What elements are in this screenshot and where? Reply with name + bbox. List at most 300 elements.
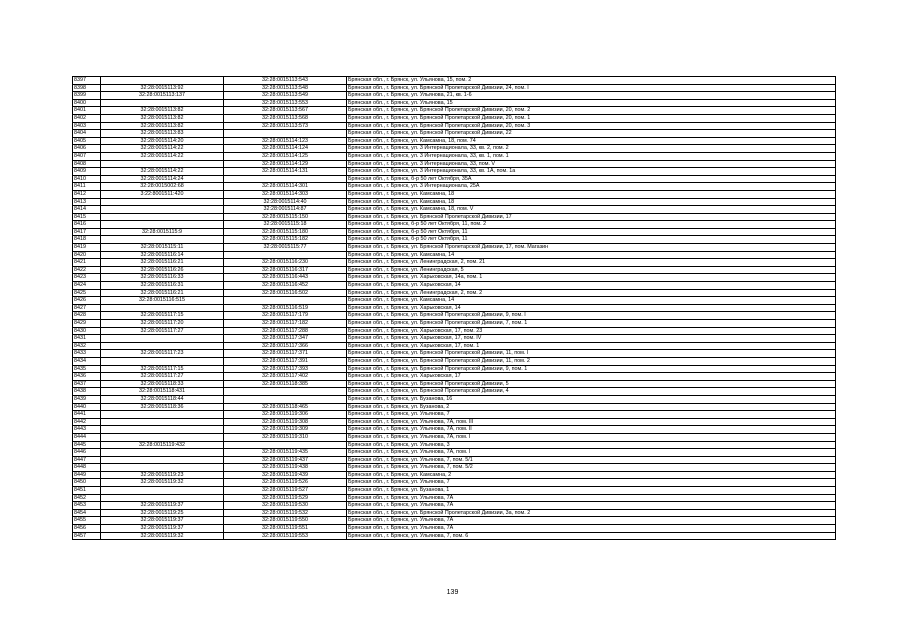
cadastral-number-cell: 32:28:0015119:527 xyxy=(224,487,347,495)
table-row xyxy=(73,373,836,381)
row-number-cell: 8451 xyxy=(73,487,101,495)
table-row xyxy=(73,365,836,373)
row-number-cell: 8428 xyxy=(73,312,101,320)
address-cell: Брянская обл., г. Брянск, ул. Ульянова, 21, кв. 1-6 xyxy=(347,92,836,100)
table-row xyxy=(73,137,836,145)
cadastral-number-cell: 32:28:0015115:150 xyxy=(224,213,347,221)
row-number-cell: 8449 xyxy=(73,471,101,479)
table-row xyxy=(73,342,836,350)
old-cadastral-number-cell: 32:28:0015117:27 xyxy=(101,327,224,335)
table-row xyxy=(73,236,836,244)
cadastral-number-cell: 32:28:0015116:519 xyxy=(224,304,347,312)
old-cadastral-number-cell: 32:28:0015119:37 xyxy=(101,525,224,533)
row-number-cell: 8437 xyxy=(73,380,101,388)
table-row xyxy=(73,411,836,419)
old-cadastral-number-cell: 32:28:0015118:33 xyxy=(101,380,224,388)
cadastral-number-cell xyxy=(224,251,347,259)
row-number-cell: 8420 xyxy=(73,251,101,259)
row-number-cell: 8404 xyxy=(73,130,101,138)
old-cadastral-number-cell: 32:28:0015118:44 xyxy=(101,395,224,403)
old-cadastral-number-cell: 32:28:0015119:432 xyxy=(101,441,224,449)
table-row xyxy=(73,114,836,122)
table-row xyxy=(73,190,836,198)
cadastral-number-cell: 32:28:0015114:87 xyxy=(224,206,347,214)
old-cadastral-number-cell xyxy=(101,213,224,221)
old-cadastral-number-cell xyxy=(101,456,224,464)
address-cell: Брянская обл., г. Брянск, ул. Камсамна, 18, пом. 74 xyxy=(347,137,836,145)
address-cell: Брянская обл., г. Брянск, б-р 50 лет Октября, 11, пом. 2 xyxy=(347,221,836,229)
address-cell: Брянская обл., г. Брянск, ул. Харьковская, 17, пом. 23 xyxy=(347,327,836,335)
row-number-cell: 8419 xyxy=(73,244,101,252)
old-cadastral-number-cell: 32:28:0015118:431 xyxy=(101,388,224,396)
address-cell: Брянская обл., г. Брянск, ул. Брянской Пролетарской Дивизии, 5 xyxy=(347,380,836,388)
cadastral-number-cell: 32:28:0015114:40 xyxy=(224,198,347,206)
table-row xyxy=(73,487,836,495)
old-cadastral-number-cell: 32:28:0015117:27 xyxy=(101,373,224,381)
table-row xyxy=(73,289,836,297)
cadastral-number-cell: 32:28:0015116:443 xyxy=(224,274,347,282)
address-cell: Брянская обл., г. Брянск, ул. Харьковская, 14 xyxy=(347,304,836,312)
cadastral-number-cell: 32:28:0015118:465 xyxy=(224,403,347,411)
table-row xyxy=(73,357,836,365)
cadastral-number-cell: 32:28:0015113:553 xyxy=(224,99,347,107)
cadastral-number-cell: 32:28:0015117:179 xyxy=(224,312,347,320)
old-cadastral-number-cell: 3:22:8001511:420 xyxy=(101,190,224,198)
row-number-cell: 8424 xyxy=(73,282,101,290)
row-number-cell: 8438 xyxy=(73,388,101,396)
table-row xyxy=(73,251,836,259)
page-number: 139 xyxy=(446,589,459,596)
cadastral-number-cell: 32:28:0015117:347 xyxy=(224,335,347,343)
address-cell: Брянская обл., г. Брянск, ул. Ульянова, 7 xyxy=(347,479,836,487)
table-row xyxy=(73,304,836,312)
cadastral-number-cell: 32:28:0015113:568 xyxy=(224,114,347,122)
table-row xyxy=(73,517,836,525)
cadastral-number-cell: 32:28:0015119:532 xyxy=(224,509,347,517)
old-cadastral-number-cell: 32:28:0015114:24 xyxy=(101,175,224,183)
address-cell: Брянская обл., г. Брянск, ул. Ульянова, 7А xyxy=(347,502,836,510)
table-row xyxy=(73,198,836,206)
cadastral-number-cell: 32:28:0015117:366 xyxy=(224,342,347,350)
row-number-cell: 8417 xyxy=(73,228,101,236)
table-row xyxy=(73,160,836,168)
table-row xyxy=(73,213,836,221)
old-cadastral-number-cell: 32:28:0015116:33 xyxy=(101,274,224,282)
address-cell: Брянская обл., г. Брянск, ул. Ульянова, 7А, пом. I xyxy=(347,449,836,457)
row-number-cell: 8443 xyxy=(73,426,101,434)
old-cadastral-number-cell: 32:28:0015113:82 xyxy=(101,107,224,115)
old-cadastral-number-cell: 32:28:0015113:83 xyxy=(101,130,224,138)
old-cadastral-number-cell: 32:28:0015113:82 xyxy=(101,122,224,130)
cadastral-number-cell xyxy=(224,388,347,396)
cadastral-table-body xyxy=(73,77,836,540)
old-cadastral-number-cell: 32:28:0015119:32 xyxy=(101,532,224,540)
table-row xyxy=(73,380,836,388)
table-row xyxy=(73,168,836,176)
table-row xyxy=(73,509,836,517)
cadastral-number-cell: 32:28:0015114:123 xyxy=(224,137,347,145)
old-cadastral-number-cell: 32:28:0015119:32 xyxy=(101,479,224,487)
address-cell: Брянская обл., г. Брянск, ул. Камсамна, 14 xyxy=(347,297,836,305)
row-number-cell: 8440 xyxy=(73,403,101,411)
row-number-cell: 8413 xyxy=(73,198,101,206)
row-number-cell: 8430 xyxy=(73,327,101,335)
address-cell: Брянская обл., г. Брянск, ул. Ульянова, 3 xyxy=(347,441,836,449)
address-cell: Брянская обл., г. Брянск, ул. Ульянова, 7А xyxy=(347,525,836,533)
row-number-cell: 8432 xyxy=(73,342,101,350)
table-row xyxy=(73,99,836,107)
address-cell: Брянская обл., г. Брянск, ул. Брянской Пролетарской Дивизии, 17, пом. Магазин xyxy=(347,244,836,252)
old-cadastral-number-cell: 32:28:0015116:31 xyxy=(101,282,224,290)
old-cadastral-number-cell: 32:28:0015114:22 xyxy=(101,145,224,153)
old-cadastral-number-cell xyxy=(101,221,224,229)
row-number-cell: 8425 xyxy=(73,289,101,297)
cadastral-number-cell: 32:28:0015115:77 xyxy=(224,244,347,252)
address-cell: Брянская обл., г. Брянск, ул. Харьковская, 17 xyxy=(347,373,836,381)
old-cadastral-number-cell: 32:28:0015116:26 xyxy=(101,266,224,274)
address-cell: Брянская обл., г. Брянск, ул. 3 Интернационала, 33, кв. 1А, пом. 1а xyxy=(347,168,836,176)
address-cell: Брянская обл., г. Брянск, ул. Ульянова, 7 xyxy=(347,411,836,419)
address-cell: Брянская обл., г. Брянск, ул. Ульянова, 7А, пом. III xyxy=(347,418,836,426)
cadastral-number-cell: 32:28:0015119:551 xyxy=(224,525,347,533)
cadastral-number-cell: 32:28:0015118:385 xyxy=(224,380,347,388)
address-cell: Брянская обл., г. Брянск, б-р 50 лет Октября, 35А xyxy=(347,175,836,183)
old-cadastral-number-cell xyxy=(101,357,224,365)
cadastral-number-cell: 32:28:0015117:371 xyxy=(224,350,347,358)
row-number-cell: 8448 xyxy=(73,464,101,472)
cadastral-number-cell: 32:28:0015119:439 xyxy=(224,471,347,479)
row-number-cell: 8407 xyxy=(73,152,101,160)
address-cell: Брянская обл., г. Брянск, ул. Харьковская, 17, пом. 1 xyxy=(347,342,836,350)
table-row xyxy=(73,320,836,328)
row-number-cell: 8442 xyxy=(73,418,101,426)
table-row xyxy=(73,297,836,305)
table-row xyxy=(73,107,836,115)
address-cell: Брянская обл., г. Брянск, ул. Камсамна, 18, пом. V xyxy=(347,206,836,214)
row-number-cell: 8454 xyxy=(73,509,101,517)
cadastral-number-cell: 32:28:0015119:550 xyxy=(224,517,347,525)
old-cadastral-number-cell: 32:28:0015117:20 xyxy=(101,320,224,328)
row-number-cell: 8435 xyxy=(73,365,101,373)
old-cadastral-number-cell xyxy=(101,77,224,85)
row-number-cell: 8403 xyxy=(73,122,101,130)
cadastral-number-cell: 32:28:0015115:180 xyxy=(224,228,347,236)
address-cell: Брянская обл., г. Брянск, б-р 50 лет Октября, 11 xyxy=(347,236,836,244)
old-cadastral-number-cell: 32:28:0015114:20 xyxy=(101,137,224,145)
row-number-cell: 8447 xyxy=(73,456,101,464)
table-row xyxy=(73,335,836,343)
cadastral-number-cell: 32:28:0015116:317 xyxy=(224,266,347,274)
address-cell: Брянская обл., г. Брянск, ул. Ульянова, 7А, пом. II xyxy=(347,426,836,434)
cadastral-number-cell: 32:28:0015117:288 xyxy=(224,327,347,335)
row-number-cell: 8452 xyxy=(73,494,101,502)
cadastral-number-cell: 32:28:0015119:310 xyxy=(224,433,347,441)
cadastral-number-cell xyxy=(224,130,347,138)
address-cell: Брянская обл., г. Брянск, ул. Ульянова, 7, пом. 6 xyxy=(347,532,836,540)
address-cell: Брянская обл., г. Брянск, ул. Брянской Пролетарской Дивизии, 11, пом. I xyxy=(347,350,836,358)
table-row xyxy=(73,433,836,441)
row-number-cell: 8446 xyxy=(73,449,101,457)
row-number-cell: 8445 xyxy=(73,441,101,449)
table-row xyxy=(73,418,836,426)
old-cadastral-number-cell xyxy=(101,236,224,244)
cadastral-number-cell: 32:28:0015119:438 xyxy=(224,464,347,472)
old-cadastral-number-cell xyxy=(101,206,224,214)
old-cadastral-number-cell xyxy=(101,426,224,434)
old-cadastral-number-cell xyxy=(101,304,224,312)
row-number-cell: 8406 xyxy=(73,145,101,153)
table-row xyxy=(73,502,836,510)
address-cell: Брянская обл., г. Брянск, ул. Ленинградская, 2, пом. 2 xyxy=(347,289,836,297)
table-row xyxy=(73,221,836,229)
row-number-cell: 8398 xyxy=(73,84,101,92)
address-cell: Брянская обл., г. Брянск, ул. Ульянова, 15, пом. 2 xyxy=(347,77,836,85)
old-cadastral-number-cell xyxy=(101,464,224,472)
address-cell: Брянская обл., г. Брянск, ул. Брянской Пролетарской Дивизии, 20, пом. 3 xyxy=(347,122,836,130)
old-cadastral-number-cell: 32:28:0015118:36 xyxy=(101,403,224,411)
old-cadastral-number-cell: 32:28:0015114:22 xyxy=(101,152,224,160)
old-cadastral-number-cell: 32:28:0015113:82 xyxy=(101,114,224,122)
old-cadastral-number-cell: 32:28:0015115:11 xyxy=(101,244,224,252)
cadastral-number-cell: 32:28:0015119:437 xyxy=(224,456,347,464)
row-number-cell: 8410 xyxy=(73,175,101,183)
old-cadastral-number-cell: 32:28:0015119:37 xyxy=(101,517,224,525)
address-cell: Брянская обл., г. Брянск, ул. Харьковская, 17, пом. IV xyxy=(347,335,836,343)
old-cadastral-number-cell: 32:28:0015116:21 xyxy=(101,289,224,297)
address-cell: Брянская обл., г. Брянск, ул. 3 Интернационала, 25А xyxy=(347,183,836,191)
row-number-cell: 8402 xyxy=(73,114,101,122)
cadastral-number-cell: 32:28:0015119:553 xyxy=(224,532,347,540)
table-row xyxy=(73,479,836,487)
address-cell: Брянская обл., г. Брянск, ул. Харьковская, 14 xyxy=(347,282,836,290)
old-cadastral-number-cell xyxy=(101,160,224,168)
old-cadastral-number-cell xyxy=(101,449,224,457)
table-row xyxy=(73,388,836,396)
table-row xyxy=(73,122,836,130)
row-number-cell: 8399 xyxy=(73,92,101,100)
row-number-cell: 8418 xyxy=(73,236,101,244)
cadastral-number-cell xyxy=(224,175,347,183)
table-row xyxy=(73,471,836,479)
row-number-cell: 8453 xyxy=(73,502,101,510)
table-row xyxy=(73,266,836,274)
address-cell: Брянская обл., г. Брянск, ул. Камсамна, 14 xyxy=(347,251,836,259)
table-row xyxy=(73,327,836,335)
table-row xyxy=(73,274,836,282)
cadastral-number-cell: 32:28:0015119:526 xyxy=(224,479,347,487)
address-cell: Брянская обл., г. Брянск, ул. Камсамна, 18 xyxy=(347,190,836,198)
row-number-cell: 8405 xyxy=(73,137,101,145)
address-cell: Брянская обл., г. Брянск, ул. Ульянова, 15 xyxy=(347,99,836,107)
cadastral-number-cell: 32:28:0015117:182 xyxy=(224,320,347,328)
row-number-cell: 8436 xyxy=(73,373,101,381)
row-number-cell: 8397 xyxy=(73,77,101,85)
row-number-cell: 8409 xyxy=(73,168,101,176)
address-cell: Брянская обл., г. Брянск, ул. 3 Интернационала, 33, пом. V xyxy=(347,160,836,168)
row-number-cell: 8400 xyxy=(73,99,101,107)
cadastral-number-cell: 32:28:0015116:230 xyxy=(224,259,347,267)
old-cadastral-number-cell xyxy=(101,342,224,350)
table-row xyxy=(73,145,836,153)
cadastral-number-cell: 32:28:0015113:573 xyxy=(224,122,347,130)
old-cadastral-number-cell: 32:28:0015116:14 xyxy=(101,251,224,259)
old-cadastral-number-cell xyxy=(101,198,224,206)
row-number-cell: 8433 xyxy=(73,350,101,358)
old-cadastral-number-cell: 32:28:0015119:23 xyxy=(101,471,224,479)
address-cell: Брянская обл., г. Брянск, ул. Брянской Пролетарской Дивизии, 17 xyxy=(347,213,836,221)
old-cadastral-number-cell: 32:28:0015113:137 xyxy=(101,92,224,100)
address-cell: Брянская обл., г. Брянск, ул. Брянской Пролетарской Дивизии, 22 xyxy=(347,130,836,138)
old-cadastral-number-cell: 32:28:0015119:37 xyxy=(101,502,224,510)
cadastral-number-cell: 32:28:0015114:303 xyxy=(224,190,347,198)
cadastral-number-cell: 32:28:0015119:529 xyxy=(224,494,347,502)
table-row xyxy=(73,244,836,252)
table-row xyxy=(73,449,836,457)
cadastral-number-cell: 32:28:0015113:543 xyxy=(224,77,347,85)
old-cadastral-number-cell xyxy=(101,418,224,426)
table-row xyxy=(73,350,836,358)
table-row xyxy=(73,77,836,85)
table-row xyxy=(73,441,836,449)
address-cell: Брянская обл., г. Брянск, ул. 3 Интернационала, 33, кв. 1, пом. 1 xyxy=(347,152,836,160)
address-cell: Брянская обл., г. Брянск, ул. Брянской Пролетарской Дивизии, 9, пом. 1 xyxy=(347,365,836,373)
address-cell: Брянская обл., г. Брянск, ул. Брянской Пролетарской Дивизии, 24, пом. I xyxy=(347,84,836,92)
cadastral-number-cell: 32:28:0015119:306 xyxy=(224,411,347,419)
cadastral-number-cell: 32:28:0015117:391 xyxy=(224,357,347,365)
address-cell: Брянская обл., г. Брянск, ул. Харьковская, 14а, пом. 1 xyxy=(347,274,836,282)
row-number-cell: 8423 xyxy=(73,274,101,282)
address-cell: Брянская обл., г. Брянск, ул. Брянской Пролетарской Дивизии, 11, пом. 2 xyxy=(347,357,836,365)
table-row xyxy=(73,259,836,267)
row-number-cell: 8429 xyxy=(73,320,101,328)
cadastral-number-cell: 32:28:0015116:502 xyxy=(224,289,347,297)
address-cell: Брянская обл., г. Брянск, ул. Брянской Пролетарской Дивизии, 9, пом. I xyxy=(347,312,836,320)
old-cadastral-number-cell: 32:28:0015114:22 xyxy=(101,168,224,176)
cadastral-number-cell: 32:28:0015114:124 xyxy=(224,145,347,153)
cadastral-number-cell xyxy=(224,441,347,449)
cadastral-number-cell: 32:28:0015117:393 xyxy=(224,365,347,373)
table-row xyxy=(73,228,836,236)
row-number-cell: 8422 xyxy=(73,266,101,274)
address-cell: Брянская обл., г. Брянск, ул. Камсамна, 18 xyxy=(347,198,836,206)
cadastral-number-cell: 32:28:0015119:435 xyxy=(224,449,347,457)
row-number-cell: 8401 xyxy=(73,107,101,115)
row-number-cell: 8455 xyxy=(73,517,101,525)
cadastral-number-cell: 32:28:0015114:125 xyxy=(224,152,347,160)
table-row xyxy=(73,532,836,540)
cadastral-number-cell: 32:28:0015114:301 xyxy=(224,183,347,191)
cadastral-number-cell: 32:28:0015115:18 xyxy=(224,221,347,229)
row-number-cell: 8444 xyxy=(73,433,101,441)
old-cadastral-number-cell: 32:28:0015113:92 xyxy=(101,84,224,92)
address-cell: Брянская обл., г. Брянск, ул. Брянской Пролетарской Дивизии, 20, пом. 1 xyxy=(347,114,836,122)
table-row xyxy=(73,464,836,472)
row-number-cell: 8415 xyxy=(73,213,101,221)
table-row xyxy=(73,395,836,403)
row-number-cell: 8414 xyxy=(73,206,101,214)
cadastral-number-cell: 32:28:0015119:309 xyxy=(224,426,347,434)
cadastral-table xyxy=(72,76,836,540)
address-cell: Брянская обл., г. Брянск, ул. Бузанова, 1 xyxy=(347,487,836,495)
row-number-cell: 8434 xyxy=(73,357,101,365)
old-cadastral-number-cell: 32:28:0015119:25 xyxy=(101,509,224,517)
address-cell: Брянская обл., г. Брянск, ул. Бузанова, 16 xyxy=(347,395,836,403)
address-cell: Брянская обл., г. Брянск, ул. Брянской Пролетарской Дивизии, 4 xyxy=(347,388,836,396)
old-cadastral-number-cell xyxy=(101,411,224,419)
cadastral-number-cell: 32:28:0015117:402 xyxy=(224,373,347,381)
old-cadastral-number-cell: 32:28:0015117:15 xyxy=(101,365,224,373)
table-row xyxy=(73,403,836,411)
row-number-cell: 8421 xyxy=(73,259,101,267)
address-cell: Брянская обл., г. Брянск, ул. Брянской Пролетарской Дивизии, 20, пом. 2 xyxy=(347,107,836,115)
cadastral-number-cell xyxy=(224,395,347,403)
table-row xyxy=(73,175,836,183)
address-cell: Брянская обл., г. Брянск, ул. Ленинградская, 2, пом. 21 xyxy=(347,259,836,267)
table-row xyxy=(73,312,836,320)
row-number-cell: 8411 xyxy=(73,183,101,191)
cadastral-number-cell: 32:28:0015119:308 xyxy=(224,418,347,426)
row-number-cell: 8426 xyxy=(73,297,101,305)
old-cadastral-number-cell: 32:28:0015117:15 xyxy=(101,312,224,320)
old-cadastral-number-cell: 32:28:0015116:21 xyxy=(101,259,224,267)
cadastral-number-cell: 32:28:0015115:182 xyxy=(224,236,347,244)
address-cell: Брянская обл., г. Брянск, ул. Ульянова, 7, пом. 5/1 xyxy=(347,456,836,464)
row-number-cell: 8439 xyxy=(73,395,101,403)
cadastral-number-cell: 32:28:0015113:548 xyxy=(224,84,347,92)
row-number-cell: 8408 xyxy=(73,160,101,168)
old-cadastral-number-cell: 32:28:0015115:9 xyxy=(101,228,224,236)
table-row xyxy=(73,426,836,434)
old-cadastral-number-cell xyxy=(101,494,224,502)
address-cell: Брянская обл., г. Брянск, ул. Камсамна, 2 xyxy=(347,471,836,479)
old-cadastral-number-cell xyxy=(101,99,224,107)
old-cadastral-number-cell: 32:28:0015116:515 xyxy=(101,297,224,305)
row-number-cell: 8441 xyxy=(73,411,101,419)
old-cadastral-number-cell: 32:28:0015002:68 xyxy=(101,183,224,191)
address-cell: Брянская обл., г. Брянск, ул. Ульянова, 7А xyxy=(347,517,836,525)
old-cadastral-number-cell xyxy=(101,335,224,343)
row-number-cell: 8450 xyxy=(73,479,101,487)
address-cell: Брянская обл., г. Брянск, ул. Ульянова, 7А xyxy=(347,494,836,502)
cadastral-number-cell: 32:28:0015114:129 xyxy=(224,160,347,168)
address-cell: Брянская обл., г. Брянск, ул. Брянской Пролетарской Дивизии, 3а, пом. 2 xyxy=(347,509,836,517)
row-number-cell: 8412 xyxy=(73,190,101,198)
cadastral-number-cell: 32:28:0015119:530 xyxy=(224,502,347,510)
row-number-cell: 8431 xyxy=(73,335,101,343)
row-number-cell: 8457 xyxy=(73,532,101,540)
address-cell: Брянская обл., г. Брянск, ул. Брянской Пролетарской Дивизии, 7, пом. 1 xyxy=(347,320,836,328)
cadastral-number-cell: 32:28:0015114:131 xyxy=(224,168,347,176)
address-cell: Брянская обл., г. Брянск, ул. Бузанова, 2 xyxy=(347,403,836,411)
row-number-cell: 8456 xyxy=(73,525,101,533)
table-row xyxy=(73,206,836,214)
old-cadastral-number-cell: 32:28:0015117:23 xyxy=(101,350,224,358)
cadastral-number-cell: 32:28:0015113:549 xyxy=(224,92,347,100)
table-row xyxy=(73,525,836,533)
address-cell: Брянская обл., г. Брянск, ул. Ульянова, 7А, пом. I xyxy=(347,433,836,441)
table-row xyxy=(73,152,836,160)
table-row xyxy=(73,183,836,191)
cadastral-number-cell: 32:28:0015116:452 xyxy=(224,282,347,290)
table-row xyxy=(73,494,836,502)
table-row xyxy=(73,84,836,92)
address-cell: Брянская обл., г. Брянск, ул. 3 Интернационала, 33, кв. 2, пом. 2 xyxy=(347,145,836,153)
old-cadastral-number-cell xyxy=(101,433,224,441)
old-cadastral-number-cell xyxy=(101,487,224,495)
address-cell: Брянская обл., г. Брянск, ул. Ленинградская, 5 xyxy=(347,266,836,274)
table-row xyxy=(73,282,836,290)
cadastral-number-cell xyxy=(224,297,347,305)
